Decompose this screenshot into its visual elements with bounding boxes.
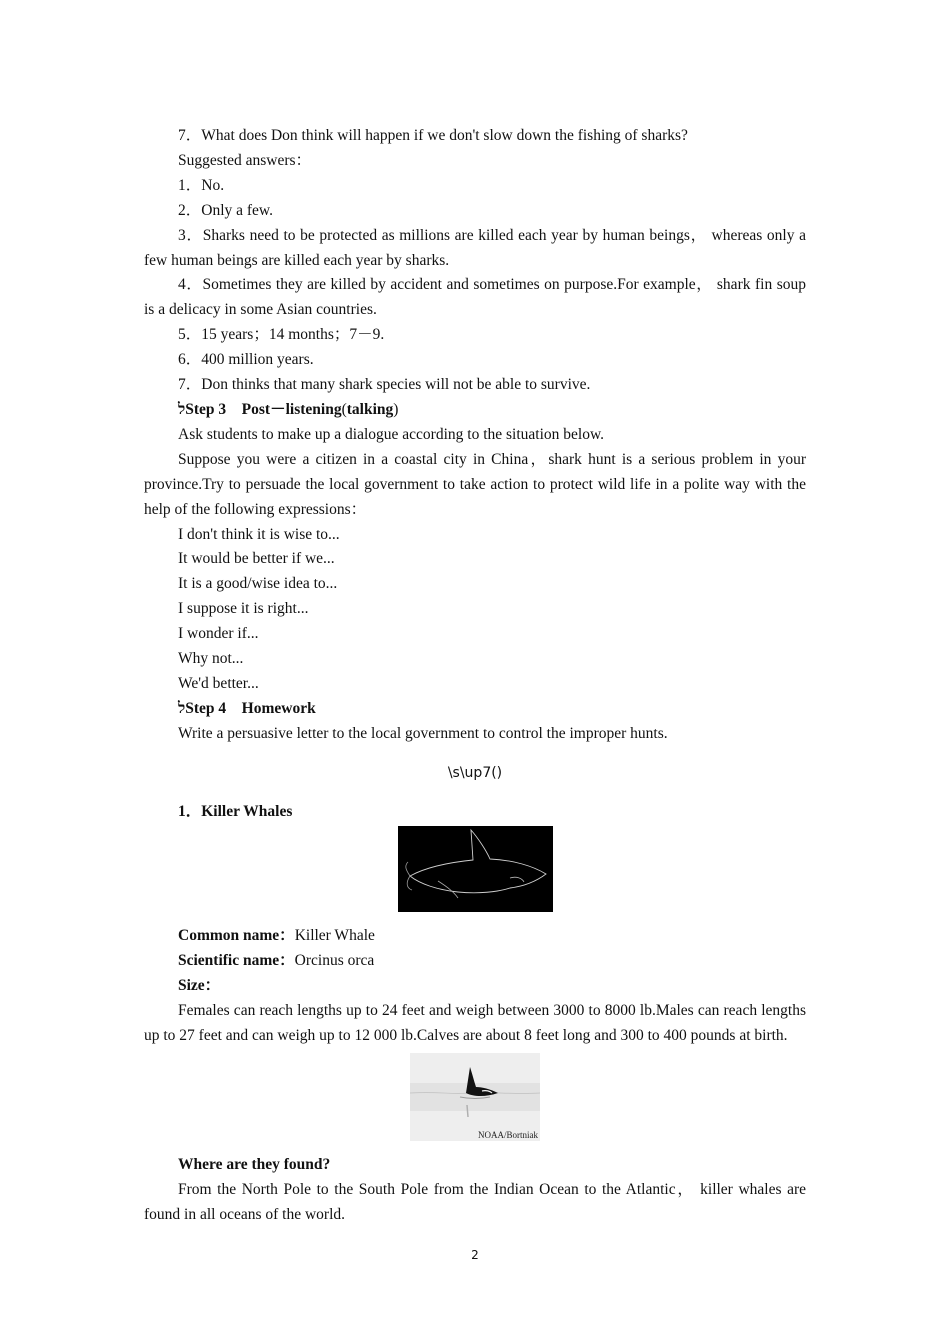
paren-close: ) [393, 400, 399, 418]
paren-open: ( [341, 400, 347, 418]
answer-7: 7．Don thinks that many shark species will not be able to survive. [178, 376, 591, 394]
photo-credit: NOAA/Bortniak [478, 1130, 538, 1140]
common-name-row [144, 924, 806, 949]
expression-6: Why not... [178, 650, 244, 668]
expression-1: I don't think it is wise to... [178, 525, 340, 543]
killer-whale-image-2-wrap [144, 1049, 806, 1153]
answer-4: 4．Sometimes they are killed by accident and sometimes on purpose.For example， shark fin soup is a delicacy in some Asian countries. [144, 276, 806, 319]
common-name-label: Common name： [178, 927, 295, 945]
killer-whale-image-1-wrap [144, 824, 806, 924]
step-3-subtitle: talking [346, 400, 394, 418]
step-marker: ל [178, 699, 186, 717]
step-3-situation: Suppose you were a citizen in a coastal city in China，shark hunt is a serious problem in your province.Try to persuade the local government to take action to protect wild life in a polite way with the help of the following expressions： [144, 450, 806, 518]
where-heading: Where are they found? [178, 1156, 331, 1173]
answer-3: 3．Sharks need to be protected as millions are killed each year by human beings， whereas only a few human beings are killed each year by sharks. [144, 226, 806, 269]
expression-2: It would be better if we... [178, 550, 335, 568]
question-7: 7．What does Don think will happen if we don't slow down the fishing of sharks? [178, 127, 688, 144]
step-3-intro: Ask students to make up a dialogue according to the situation below. [178, 425, 605, 443]
expression-4: I suppose it is right... [178, 600, 309, 618]
step-4-task: Write a persuasive letter to the local government to control the improper hunts. [178, 724, 668, 742]
field-code: \s\up7() [447, 764, 503, 781]
answer-2: 2．Only a few. [178, 201, 273, 219]
section-1-title: 1．Killer Whales [178, 802, 293, 820]
suggested-answers-label: Suggested answers： [178, 151, 312, 169]
answer-1: 1．No. [178, 176, 225, 194]
step-marker: ל [178, 400, 186, 418]
killer-whale-silhouette-image [398, 826, 553, 912]
size-label: Size： [178, 977, 221, 995]
common-name-value: Killer Whale [294, 927, 375, 945]
step-4-heading [144, 697, 806, 722]
step-3-heading [144, 398, 806, 423]
page-number: 2 [471, 1248, 479, 1262]
where-text: From the North Pole to the South Pole from the Indian Ocean to the Atlantic， killer whales are found in all oceans of the world. [144, 1180, 806, 1223]
document-page [144, 124, 806, 1228]
scientific-name-row [144, 949, 806, 974]
step-4-title: Step 4 Homework [185, 699, 316, 717]
killer-whale-photo-image [410, 1053, 540, 1141]
expression-7: We'd better... [178, 674, 259, 692]
expression-5: I wonder if... [178, 625, 259, 643]
scientific-name-value: Orcinus orca [294, 952, 375, 970]
answer-6: 6．400 million years. [178, 351, 314, 369]
size-text: Females can reach lengths up to 24 feet and weigh between 3000 to 8000 lb.Males can reach lengths up to 27 feet and can weigh up to 12 000 lb.Calves are about 8 feet long and 300 to 400 pounds at birth. [144, 1002, 806, 1045]
answer-5: 5．15 years；14 months；7－9. [178, 326, 385, 344]
expression-3: It is a good/wise idea to... [178, 575, 338, 593]
step-3-title: Step 3 Post－listening [185, 400, 342, 418]
scientific-name-label: Scientific name： [178, 952, 295, 970]
